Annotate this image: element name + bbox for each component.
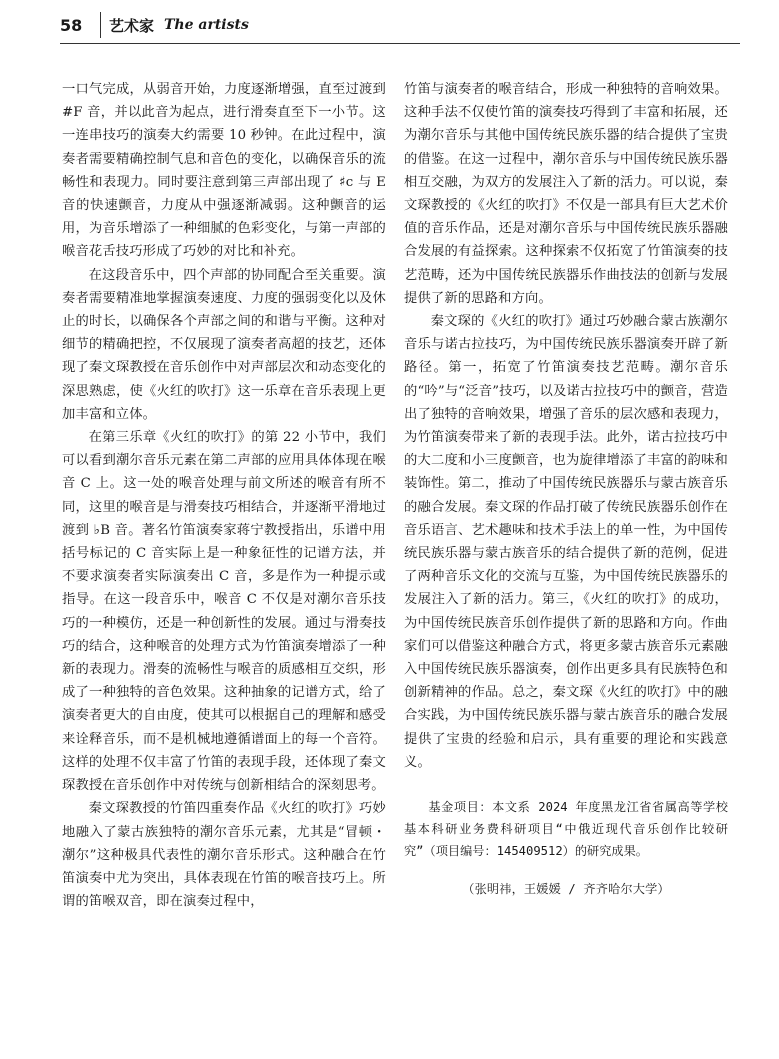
paragraph: 在第三乐章《火红的吹打》的第 22 小节中，我们可以看到潮尔音乐元素在第二声部的应用具体体现在喉音 C 上。这一处的喉音处理与前文所述的喉音有所不同，这里的喉音是与滑奏技巧相结合，并逐渐平滑地过渡到 ♭B 音。著名竹笛演奏家蒋宁教授指出，乐谱中用括号标记的 C 音实际上是一种象征性的记谱方法，并不要求演奏者实际演奏出 C 音，多是作为一种提示或指导。在这一段音乐中，喉音 C 不仅是对潮尔音乐技巧的一种模仿，还是一种创新性的发展。通过与滑奏技巧的结合，这种喉音的处理方式为竹笛演奏增添了一种新的表现力。滑奏的流畅性与喉音的质感相互交织，形成了一种独特的音色效果。这种抽象的记谱方式，给了演奏者更大的自由度，使其可以根据自己的理解和感受来诠释音乐，而不是机械地遵循谱面上的每一个音符。这样的处理不仅丰富了竹笛的表现手段，还体现了秦文琛教授在音乐创作中对传统与创新相结合的深刻思考。 [62, 430, 386, 794]
page-number: 58 [60, 15, 83, 35]
magazine-title-en: The artists [164, 17, 249, 33]
left-column [62, 78, 386, 913]
header-divider [100, 12, 101, 38]
magazine-title-cn: 艺术家 [109, 16, 155, 35]
header-rule [60, 43, 740, 44]
paragraph: 在这段音乐中，四个声部的协同配合至关重要。演奏者需要精准地掌握演奏速度、力度的强弱变化以及休止的时长，以确保各个声部之间的和谐与平衡。这种对细节的精确把控，不仅展现了演奏者高超的技艺，还体现了秦文琛教授在音乐创作中对声部层次和动态变化的深思熟虑，使《火红的吹打》这一乐章在音乐表现上更加丰富和立体。 [62, 267, 386, 422]
fund-note: 基金项目：本文系 2024 年度黑龙江省省属高等学校基本科研业务费科研项目“中俄近现代音乐创作比较研究”（项目编号：145409512）的研究成果。 [404, 800, 728, 859]
paragraph: 竹笛与演奏者的喉音结合，形成一种独特的音响效果。这种手法不仅使竹笛的演奏技巧得到了丰富和拓展，还为潮尔音乐与其他中国传统民族乐器的结合提供了宝贵的借鉴。在这一过程中，潮尔音乐与中国传统民族乐器相互交融，为双方的发展注入了新的活力。可以说，秦文琛教授的《火红的吹打》不仅是一部具有巨大艺术价值的音乐作品，还是对潮尔音乐与中国传统民族乐器融合发展的有益探索。这种探索不仅拓宽了竹笛演奏的技艺范畴，还为中国传统民族器乐作曲技法的创新与发展提供了新的思路和方向。 [404, 82, 728, 306]
paragraph: 秦文琛教授的竹笛四重奏作品《火红的吹打》巧妙地融入了蒙古族独特的潮尔音乐元素，尤其是“冒顿・潮尔”这种极具代表性的潮尔音乐形式。这种融合在竹笛演奏中尤为突出，具体表现在竹笛的喉音技巧上。所谓的笛喉双音，即在演奏过程中， [62, 801, 386, 910]
paragraph: 一口气完成，从弱音开始，力度逐渐增强，直至过渡到 #F 音，并以此音为起点，进行滑奏直至下一小节。这一连串技巧的演奏大约需要 10 秒钟。在此过程中，演奏者需要精确控制气息和音色的变化，以确保音乐的流畅性和表现力。同时要注意到第三声部出现了 ♯c 与 E 音的快速颤音，力度从中强逐渐减弱。这种颤音的运用，为音乐增添了一种细腻的色彩变化，与第一声部的喉音花舌技巧形成了巧妙的对比和补充。 [62, 82, 386, 260]
right-column [404, 78, 728, 901]
paragraph: 秦文琛的《火红的吹打》通过巧妙融合蒙古族潮尔音乐与诺古拉技巧，为中国传统民族乐器演奏开辟了新路径。第一，拓宽了竹笛演奏技艺范畴。潮尔音乐的“吟”与“泛音”技巧，以及诺古拉技巧中的颤音，营造出了独特的音响效果，增强了音乐的层次感和表现力，为竹笛演奏带来了新的表现手法。此外，诺古拉技巧中的大二度和小三度颤音，也为旋律增添了丰富的韵味和装饰性。第二，推动了中国传统民族器乐与蒙古族音乐的融合发展。秦文琛的作品打破了传统民族器乐创作在音乐语言、艺术趣味和技术手法上的单一性，为中国传统民族乐器与蒙古族音乐的结合提供了新的范例，促进了两种音乐文化的交流与互鉴，为中国传统民族器乐的发展注入了新的活力。第三，《火红的吹打》的成功，为中国传统民族音乐创作提供了新的思路和方向。作曲家们可以借鉴这种融合方式，将更多蒙古族音乐元素融入中国传统民族乐器演奏，创作出更多具有民族特色和创新精神的作品。总之，秦文琛《火红的吹打》中的融合实践，为中国传统民族乐器与蒙古族音乐的融合发展提供了宝贵的经验和启示，具有重要的理论和实践意义。 [404, 314, 728, 770]
page-header [60, 10, 740, 40]
author-affiliation: （张明祎，王媛媛 / 齐齐哈尔大学） [462, 882, 670, 897]
